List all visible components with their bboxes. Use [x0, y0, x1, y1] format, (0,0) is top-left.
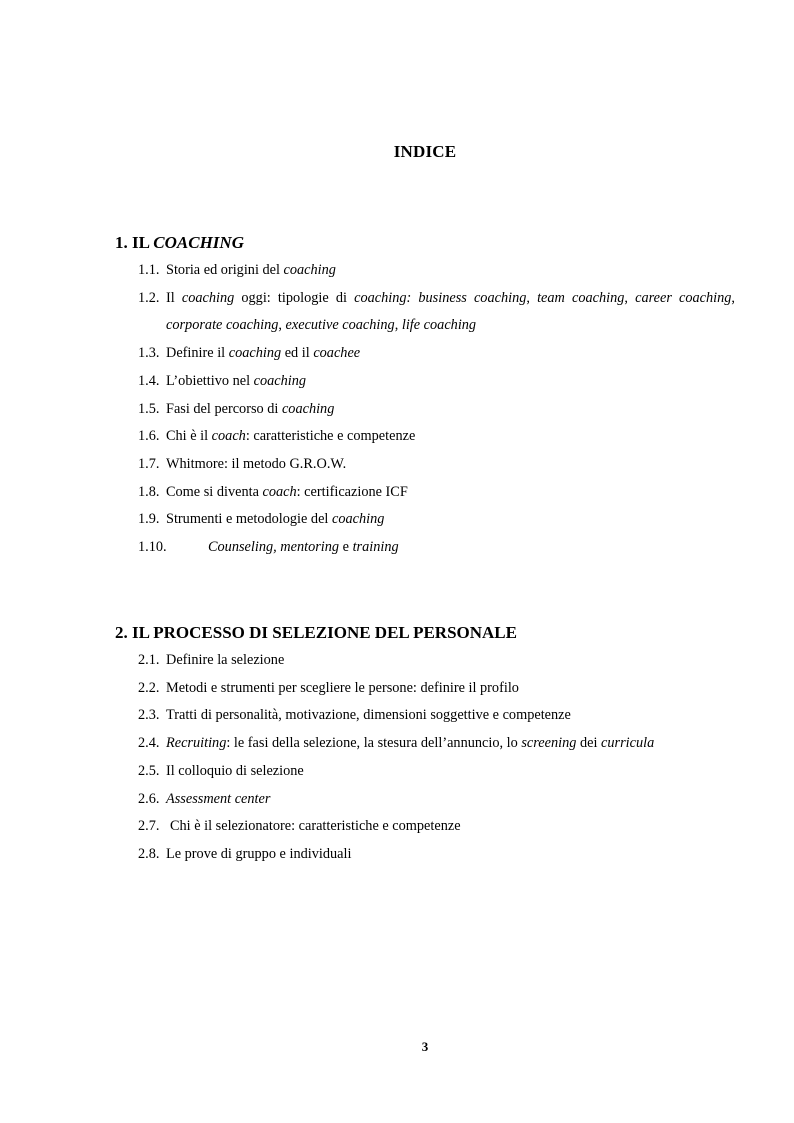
toc-entry-number: 2.4.: [138, 735, 160, 752]
italic-text: coaching: business coaching: [354, 289, 527, 306]
toc-entry-text: [166, 702, 735, 730]
toc-entry-text: [166, 368, 735, 396]
chapter-heading: [115, 229, 735, 257]
toc-entry-number: 1.8.: [138, 483, 160, 500]
toc-entry: [138, 702, 735, 730]
toc-entry-number: 2.2.: [138, 679, 160, 696]
text: Chi è il: [166, 428, 212, 445]
toc-entry: [138, 786, 735, 814]
toc-entry-text: [166, 451, 735, 479]
chapter-number: 2.: [115, 623, 132, 642]
toc-entry: [138, 368, 735, 396]
italic-text: COACHING: [153, 233, 244, 252]
toc-entry-number: 1.6.: [138, 428, 160, 445]
text: Il colloquio di selezione: [166, 762, 304, 779]
chapter-items: [138, 257, 735, 562]
italic-text: career coaching: [635, 289, 732, 306]
text: L’obiettivo nel: [166, 372, 254, 389]
italic-text: coachee: [313, 345, 361, 362]
toc-entry-text: [166, 841, 735, 869]
text: ,: [731, 289, 735, 306]
text: IL PROCESSO DI SELEZIONE DEL PERSONALE: [132, 623, 517, 642]
toc-entry-number: 2.5.: [138, 762, 160, 779]
text: dei: [576, 735, 602, 752]
italic-text: coaching: [228, 345, 282, 362]
toc-entry-text: [166, 730, 735, 758]
chapter-title: [132, 623, 517, 642]
toc-entry-text: [166, 675, 735, 703]
italic-text: screening: [521, 735, 577, 752]
text: ,: [278, 317, 286, 334]
italic-text: team coaching: [537, 289, 625, 306]
page-number: 3: [421, 1039, 429, 1054]
toc-entry: [138, 340, 735, 368]
text: oggi: tipologie di: [234, 289, 355, 306]
toc-entry: [138, 506, 735, 534]
italic-text: executive coaching: [285, 317, 395, 334]
text: Il: [166, 289, 182, 306]
text: : caratteristiche e competenze: [245, 428, 416, 445]
text: Le prove di gruppo e individuali: [166, 845, 352, 862]
italic-text: corporate coaching: [166, 317, 279, 334]
toc-entry: [138, 257, 735, 285]
text: Metodi e strumenti per scegliere le persone: definire il profilo: [166, 679, 519, 696]
italic-text: coaching: [281, 400, 335, 417]
text: Whitmore: il metodo G.R.O.W.: [166, 455, 347, 472]
toc-entry: [138, 730, 735, 758]
text: Fasi del percorso di: [166, 400, 282, 417]
italic-text: Counseling, mentoring: [208, 539, 340, 556]
text: Strumenti e metodologie del: [166, 511, 332, 528]
toc-entry-text: [166, 786, 735, 814]
chapter-number: 1.: [115, 233, 132, 252]
italic-text: coach: [262, 483, 297, 500]
italic-text: coaching: [253, 372, 307, 389]
toc-entry: [138, 758, 735, 786]
text: Definire la selezione: [166, 652, 285, 668]
toc-entry: [138, 451, 735, 479]
toc-entry-number: 1.10.: [138, 539, 167, 556]
chapter-2: [115, 619, 735, 869]
text: : certificazione ICF: [296, 483, 408, 500]
toc-entry-text: [170, 813, 735, 841]
toc-entry-text: [166, 340, 735, 368]
toc-entry-text: [166, 758, 735, 786]
toc-entry: [138, 534, 735, 562]
italic-text: coaching: [331, 511, 385, 528]
text: ,: [394, 317, 402, 334]
text: Tratti di personalità, motivazione, dimensioni soggettive e competenze: [166, 707, 571, 724]
italic-text: coaching: [181, 289, 235, 306]
toc-entry: [138, 423, 735, 451]
page-title: INDICE: [393, 142, 457, 161]
toc-entry-number: 2.8.: [138, 845, 160, 862]
text: e: [339, 539, 353, 556]
toc-entry: [138, 285, 735, 340]
toc-entry-number: 1.2.: [138, 289, 160, 306]
toc-entry-text: [166, 647, 735, 675]
chapter-1: [115, 229, 735, 562]
toc-entry-number: 1.1.: [138, 262, 160, 278]
toc-entry-number: 1.9.: [138, 511, 160, 528]
toc-entry: [138, 396, 735, 424]
italic-text: Assessment center: [166, 790, 271, 807]
toc-entry-number: 1.3.: [138, 345, 160, 362]
toc-entry: [138, 813, 735, 841]
text: Storia ed origini del: [166, 262, 284, 278]
chapter-title: [132, 233, 244, 252]
text: : le fasi della selezione, la stesura dell’annuncio, lo: [226, 735, 522, 752]
toc-entry: [138, 647, 735, 675]
toc-entry-text: [166, 423, 735, 451]
italic-text: training: [352, 539, 399, 556]
italic-text: life coaching: [401, 317, 477, 334]
toc-entry: [138, 675, 735, 703]
toc-entry-text: [166, 506, 735, 534]
chapter-items: [138, 647, 735, 869]
text: IL: [132, 233, 154, 252]
text: Definire il: [166, 345, 229, 362]
toc-entry-number: 2.1.: [138, 652, 160, 668]
toc-entry-text: [166, 396, 735, 424]
text: ,: [526, 289, 538, 306]
italic-text: curricula: [601, 735, 655, 752]
text: Chi è il selezionatore: caratteristiche e competenze: [170, 818, 461, 835]
toc-entry-number: 1.4.: [138, 372, 160, 389]
toc-entry-number: 2.6.: [138, 790, 160, 807]
toc-entry-text: [166, 257, 735, 285]
text: ed il: [281, 345, 314, 362]
text: Come si diventa: [166, 483, 263, 500]
toc-entry-number: 1.7.: [138, 455, 160, 472]
italic-text: coaching: [283, 262, 336, 278]
italic-text: Recruiting: [166, 735, 227, 752]
text: ,: [624, 289, 636, 306]
toc-entry-text: [208, 534, 735, 562]
toc-entry-number: 2.3.: [138, 707, 160, 724]
toc-entry-text: [166, 285, 735, 340]
italic-text: coach: [211, 428, 246, 445]
chapter-heading: [115, 619, 735, 647]
toc-entry: [138, 841, 735, 869]
toc-entry: [138, 479, 735, 507]
toc-entry-number: 1.5.: [138, 400, 160, 417]
toc-entry-number: 2.7.: [138, 818, 160, 835]
toc-entry-text: [166, 479, 735, 507]
